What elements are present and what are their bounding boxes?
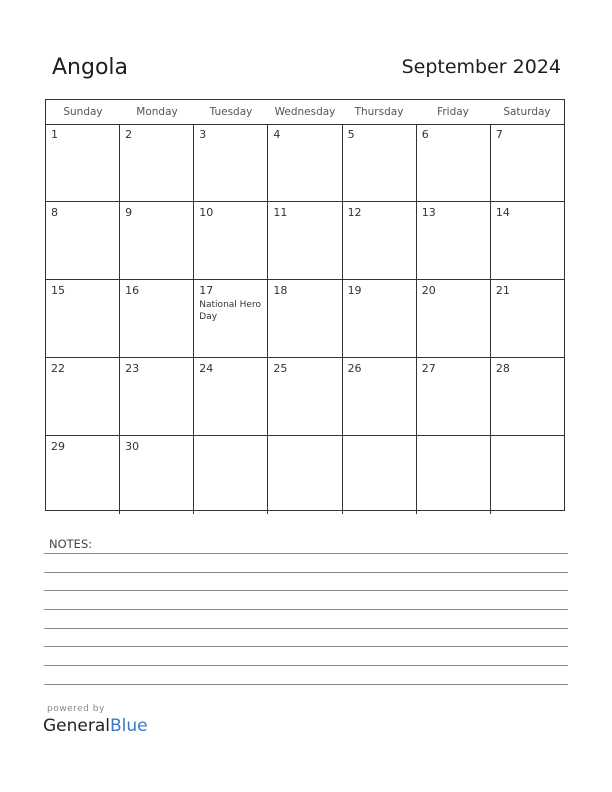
day-number: 6: [421, 128, 429, 141]
day-cell: [417, 124, 491, 201]
day-cell: [194, 358, 268, 435]
day-number: 12: [347, 206, 362, 219]
weekday-tuesday: Tuesday: [209, 106, 253, 118]
day-cell: [491, 358, 564, 435]
brand-blue: Blue: [110, 716, 148, 736]
day-number: 19: [347, 284, 362, 297]
day-cell: [268, 202, 342, 279]
weekday-header: [46, 100, 564, 125]
day-cell: [343, 436, 417, 514]
day-number: 13: [421, 206, 436, 219]
brand-logo: [43, 716, 148, 736]
day-cell: [268, 436, 342, 514]
weekday-wednesday: Wednesday: [274, 106, 336, 118]
day-number: 11: [273, 206, 288, 219]
day-number: 21: [495, 284, 510, 297]
day-number: 4: [273, 128, 281, 141]
day-number: 2: [125, 128, 133, 141]
day-number: 22: [51, 362, 65, 375]
day-cell: [417, 280, 491, 357]
day-number: 28: [495, 362, 510, 375]
note-line: [44, 553, 568, 554]
note-line: [44, 684, 568, 685]
day-cell: [46, 436, 120, 514]
week-row: [46, 124, 564, 202]
day-number: 27: [421, 362, 436, 375]
day-cell: [46, 124, 120, 201]
country-title: Angola: [52, 55, 129, 80]
day-cell: [120, 436, 194, 514]
day-cell: [491, 124, 564, 201]
weekday-sunday: Sunday: [63, 106, 103, 118]
day-number: 25: [273, 362, 288, 375]
day-cell: [46, 202, 120, 279]
week-row: [46, 202, 564, 280]
day-number: 9: [125, 206, 133, 219]
day-cell: [417, 436, 491, 514]
week-row: [46, 436, 564, 514]
day-cell: [120, 280, 194, 357]
day-number: 14: [495, 206, 510, 219]
note-line: [44, 628, 568, 629]
day-number: 23: [125, 362, 140, 375]
weekday-saturday: Saturday: [503, 106, 551, 118]
day-number: 26: [347, 362, 362, 375]
brand-general: General: [43, 716, 110, 736]
day-cell: [194, 124, 268, 201]
powered-by-text: powered by: [47, 704, 105, 714]
day-cell: [417, 202, 491, 279]
day-cell: [417, 358, 491, 435]
day-number: 24: [199, 362, 214, 375]
day-cell: [120, 124, 194, 201]
note-line: [44, 646, 568, 647]
day-cell: [491, 436, 564, 514]
day-number: 16: [125, 284, 140, 297]
month-title: September 2024: [401, 56, 561, 78]
holiday-label: National Hero Day: [199, 300, 261, 322]
day-cell: [343, 358, 417, 435]
day-cell: [194, 202, 268, 279]
day-cell: [491, 280, 564, 357]
day-cell: [194, 436, 268, 514]
weekday-monday: Monday: [136, 106, 178, 118]
day-cell: [194, 280, 268, 357]
weekday-thursday: Thursday: [354, 106, 404, 118]
day-cell: [268, 280, 342, 357]
day-cell: [46, 280, 120, 357]
day-number: 7: [495, 128, 503, 141]
note-line: [44, 572, 568, 573]
day-number: 8: [51, 206, 58, 219]
day-cell: [268, 124, 342, 201]
day-number: 17: [199, 284, 214, 297]
note-line: [44, 609, 568, 610]
note-line: [44, 590, 568, 591]
day-number: 20: [421, 284, 436, 297]
day-number: 10: [199, 206, 214, 219]
note-line: [44, 665, 568, 666]
day-cell: [491, 202, 564, 279]
day-number: 5: [347, 128, 355, 141]
day-number: 29: [51, 440, 65, 453]
notes-label: NOTES:: [49, 537, 93, 551]
day-cell: [120, 202, 194, 279]
weekday-friday: Friday: [437, 106, 469, 118]
calendar-grid: [45, 99, 565, 511]
day-number: 1: [51, 128, 58, 141]
day-number: 15: [51, 284, 65, 297]
day-cell: [268, 358, 342, 435]
week-row: [46, 358, 564, 436]
day-cell: [120, 358, 194, 435]
day-cell: [343, 124, 417, 201]
day-cell: [343, 202, 417, 279]
day-cell: [343, 280, 417, 357]
day-number: 30: [125, 440, 140, 453]
day-number: 18: [273, 284, 288, 297]
day-cell: [46, 358, 120, 435]
day-number: 3: [199, 128, 207, 141]
week-row: [46, 280, 564, 358]
